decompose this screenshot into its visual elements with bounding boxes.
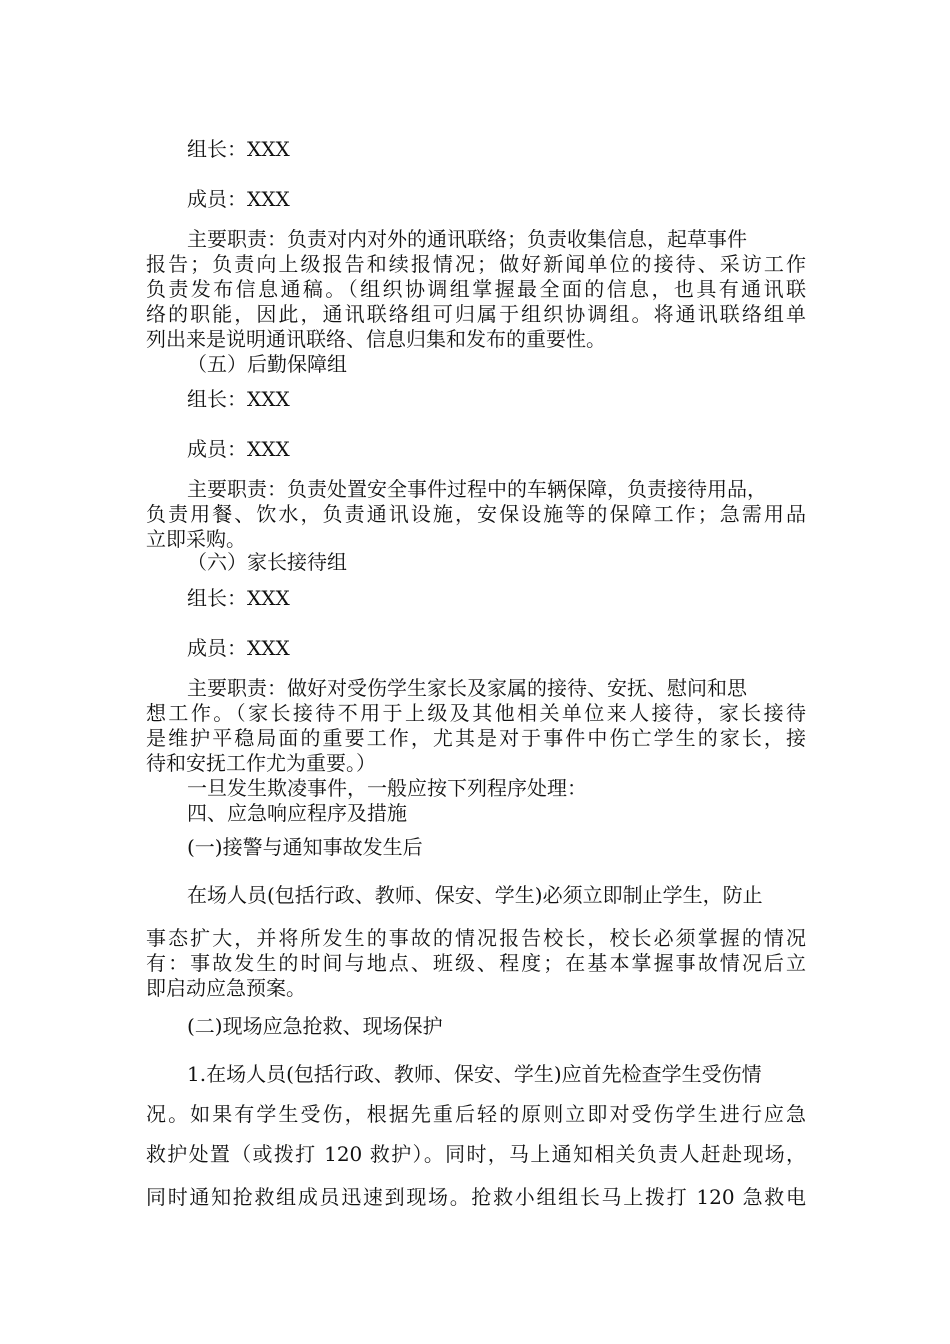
leader-line: 组长：XXX xyxy=(187,586,290,610)
subsection-heading: (二)现场应急抢救、现场保护 xyxy=(187,1014,443,1038)
body-paragraph-line: 同时通知抢救组成员迅速到现场。抢救小组组长马上拨打 120 急救电 xyxy=(146,1185,806,1209)
duty-paragraph-line: 主要职责：做好对受伤学生家长及家属的接待、安抚、慰问和思 xyxy=(187,676,747,700)
duty-paragraph-line: 列出来是说明通讯联络、信息归集和发布的重要性。 xyxy=(146,327,606,351)
leader-line: 组长：XXX xyxy=(187,387,290,411)
duty-paragraph-line: 络的职能，因此，通讯联络组可归属于组织协调组。将通讯联络组单 xyxy=(146,302,806,326)
duty-paragraph-line: 是维护平稳局面的重要工作，尤其是对于事件中伤亡学生的家长，接 xyxy=(146,726,806,750)
duty-paragraph-line: 想工作。（家长接待不用于上级及其他相关单位来人接待，家长接待 xyxy=(146,701,806,725)
member-line: 成员：XXX xyxy=(187,437,290,461)
duty-paragraph-line: 主要职责：负责处置安全事件过程中的车辆保障，负责接待用品， xyxy=(187,477,767,501)
duty-paragraph-line: 立即采购。 xyxy=(146,527,246,551)
body-paragraph-line: 1.在场人员(包括行政、教师、保安、学生)应首先检查学生受伤情 xyxy=(187,1062,762,1086)
body-paragraph-line: 救护处置（或拨打 120 救护）。同时，马上通知相关负责人赶赴现场， xyxy=(146,1142,806,1166)
body-paragraph-line: 况。如果有学生受伤，根据先重后轻的原则立即对受伤学生进行应急 xyxy=(146,1102,806,1126)
section-heading: （五）后勤保障组 xyxy=(187,352,347,376)
duty-paragraph-line: 待和安抚工作尤为重要。） xyxy=(146,751,376,775)
member-line: 成员：XXX xyxy=(187,187,290,211)
body-paragraph-line: 在场人员(包括行政、教师、保安、学生)必须立即制止学生，防止 xyxy=(187,883,763,907)
body-paragraph-line: 事态扩大，并将所发生的事故的情况报告校长，校长必须掌握的情况 xyxy=(146,926,806,950)
section-heading: （六）家长接待组 xyxy=(187,550,347,574)
procedure-intro: 一旦发生欺凌事件，一般应按下列程序处理： xyxy=(187,776,587,800)
body-paragraph-line: 有：事故发生的时间与地点、班级、程度；在基本掌握事故情况后立 xyxy=(146,951,806,975)
member-line: 成员：XXX xyxy=(187,636,290,660)
leader-line: 组长：XXX xyxy=(187,137,290,161)
duty-paragraph-line: 主要职责：负责对内对外的通讯联络；负责收集信息，起草事件 xyxy=(187,227,747,251)
duty-paragraph-line: 报告；负责向上级报告和续报情况；做好新闻单位的接待、采访工作 xyxy=(146,252,806,276)
body-paragraph-line: 即启动应急预案。 xyxy=(146,976,306,1000)
subsection-heading: (一)接警与通知事故发生后 xyxy=(187,835,423,859)
chapter-heading: 四、应急响应程序及措施 xyxy=(187,801,407,825)
duty-paragraph-line: 负责用餐、饮水，负责通讯设施，安保设施等的保障工作；急需用品 xyxy=(146,502,806,526)
duty-paragraph-line: 负责发布信息通稿。（组织协调组掌握最全面的信息，也具有通讯联 xyxy=(146,277,806,301)
